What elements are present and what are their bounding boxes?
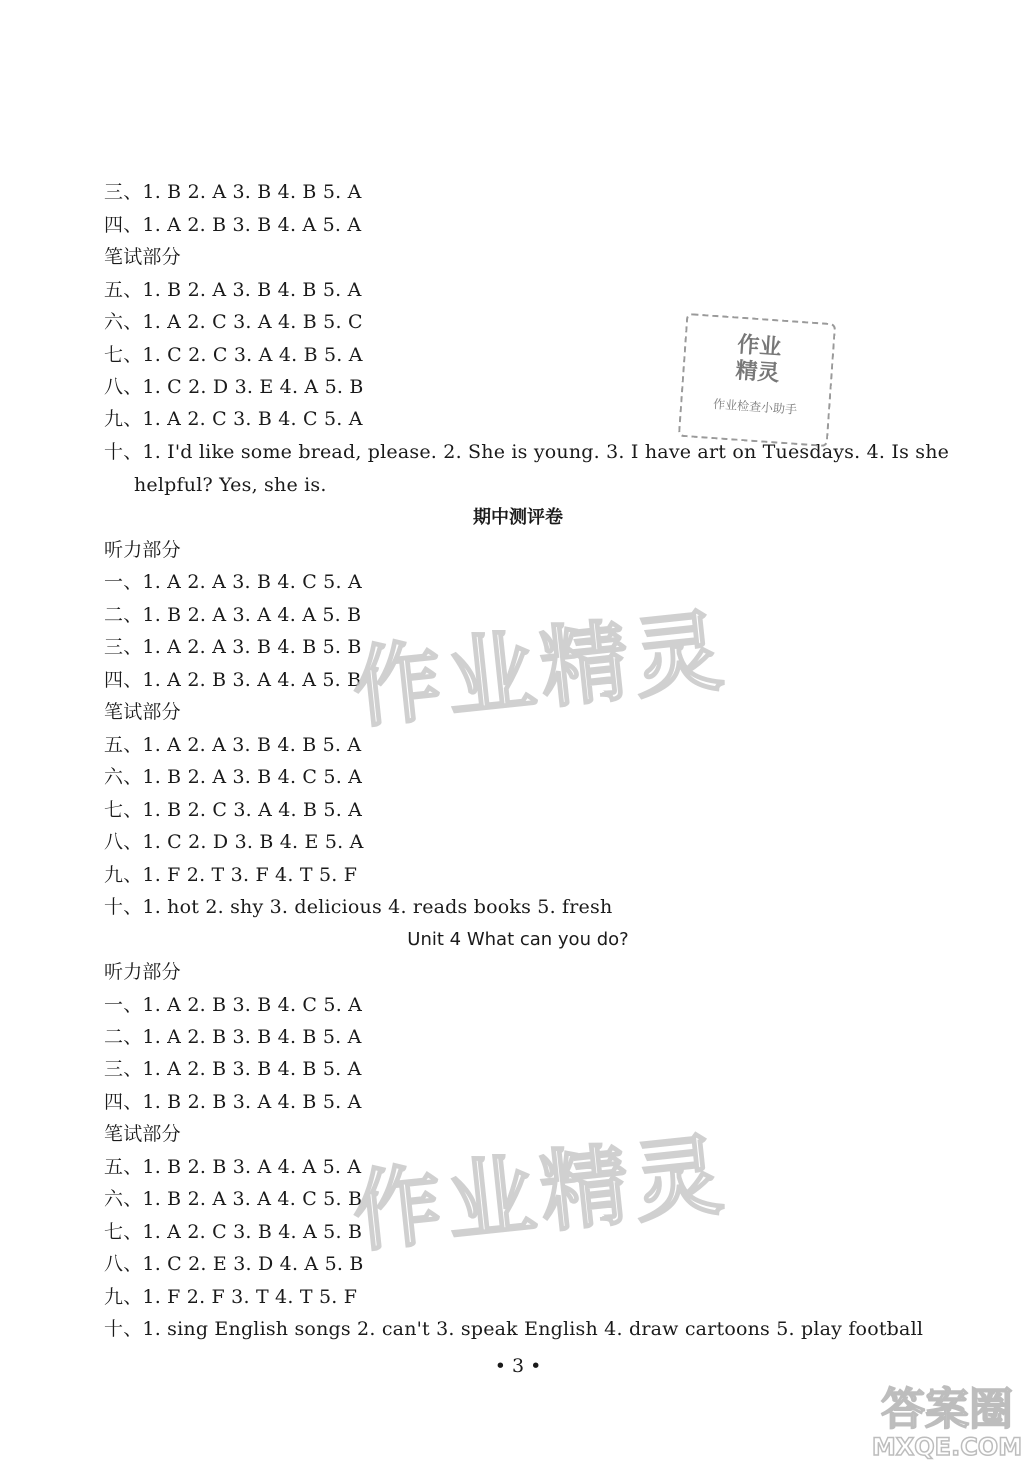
section-label: 笔试部分 <box>104 246 181 268</box>
answer-line: 十、1. I'd like some bread, please. 2. She is young. 3. I have art on Tuesdays. 4. Is she <box>104 441 950 463</box>
answer-line: 一、1. A 2. B 3. B 4. C 5. A <box>104 994 363 1016</box>
answer-line: 八、1. C 2. D 3. E 4. A 5. B <box>104 376 364 398</box>
stamp-line: 精灵 <box>734 358 781 387</box>
answer-line: 三、1. A 2. A 3. B 4. B 5. B <box>104 636 362 658</box>
answer-line: 五、1. A 2. A 3. B 4. B 5. A <box>104 734 362 756</box>
answer-line: 十、1. sing English songs 2. can't 3. speak English 4. draw cartoons 5. play football <box>104 1318 924 1340</box>
answer-line: 四、1. B 2. B 3. A 4. B 5. A <box>104 1091 362 1113</box>
answer-line: 六、1. B 2. A 3. B 4. C 5. A <box>104 766 363 788</box>
answer-line: 六、1. B 2. A 3. A 4. C 5. B <box>104 1188 363 1210</box>
answer-line: 八、1. C 2. D 3. B 4. E 5. A <box>104 831 364 853</box>
section-label: 听力部分 <box>104 539 181 561</box>
answer-line: 四、1. A 2. B 3. A 4. A 5. B <box>104 669 362 691</box>
answer-line: 五、1. B 2. A 3. B 4. B 5. A <box>104 279 362 301</box>
corner-logo-line: 答案圈 <box>881 1384 1013 1435</box>
section-heading: Unit 4 What can you do? <box>407 929 629 950</box>
section-label: 笔试部分 <box>104 701 181 723</box>
watermark-text: 作业精灵 <box>348 1122 734 1265</box>
section-label: 听力部分 <box>104 961 181 983</box>
answer-line: 八、1. C 2. E 3. D 4. A 5. B <box>104 1253 364 1275</box>
corner-logo <box>862 1386 1032 1462</box>
answer-line: 七、1. C 2. C 3. A 4. B 5. A <box>104 344 363 366</box>
answer-line: 二、1. A 2. B 3. B 4. B 5. A <box>104 1026 362 1048</box>
answer-line: 三、1. B 2. A 3. B 4. B 5. A <box>104 181 362 203</box>
corner-logo-line: MXQE.COM <box>871 1433 1023 1461</box>
answer-line: 一、1. A 2. A 3. B 4. C 5. A <box>104 571 362 593</box>
stamp-line: 作业检查小助手 <box>712 397 798 417</box>
answer-line: 十、1. hot 2. shy 3. delicious 4. reads books 5. fresh <box>104 896 613 918</box>
answer-line: 六、1. A 2. C 3. A 4. B 5. C <box>104 311 363 333</box>
answer-line: 九、1. A 2. C 3. B 4. C 5. A <box>104 408 363 430</box>
answer-line: 三、1. A 2. B 3. B 4. B 5. A <box>104 1058 362 1080</box>
answer-line: 九、1. F 2. F 3. T 4. T 5. F <box>104 1286 358 1308</box>
stamp-line: 作业 <box>736 332 783 361</box>
watermark-text: 作业精灵 <box>348 598 734 741</box>
section-label: 笔试部分 <box>104 1123 181 1145</box>
answer-line: 九、1. F 2. T 3. F 4. T 5. F <box>104 864 358 886</box>
answer-line: 七、1. B 2. C 3. A 4. B 5. A <box>104 799 363 821</box>
answer-line: 五、1. B 2. B 3. A 4. A 5. A <box>104 1156 362 1178</box>
answer-line: 二、1. B 2. A 3. A 4. A 5. B <box>104 604 362 626</box>
answer-line: 四、1. A 2. B 3. B 4. A 5. A <box>104 214 362 236</box>
page-number: • 3 • <box>494 1355 542 1377</box>
answer-line-continued: helpful? Yes, she is. <box>134 474 327 496</box>
section-heading: 期中测评卷 <box>473 507 563 528</box>
answer-line: 七、1. A 2. C 3. B 4. A 5. B <box>104 1221 363 1243</box>
watermark-stamp <box>678 313 836 447</box>
